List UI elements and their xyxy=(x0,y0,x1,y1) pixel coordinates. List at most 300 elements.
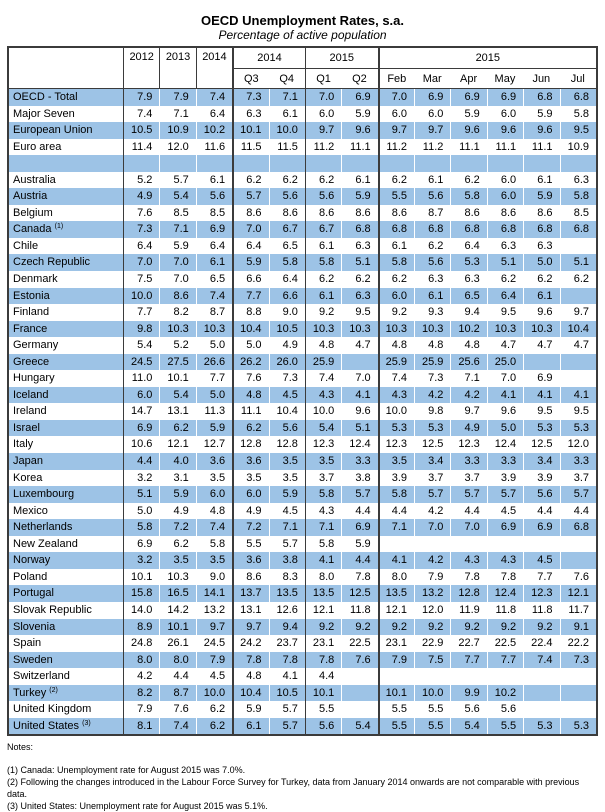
table-cell xyxy=(487,536,523,553)
table-cell: 3.2 xyxy=(123,470,159,487)
table-cell: 4.2 xyxy=(414,387,450,404)
table-cell: 6.8 xyxy=(560,89,597,106)
table-cell: 4.4 xyxy=(560,503,597,520)
row-label xyxy=(9,106,123,123)
table-row-slovak-republic xyxy=(9,602,596,619)
table-cell: 12.4 xyxy=(487,436,523,453)
table-cell: 24.5 xyxy=(123,354,159,371)
table-cell: 5.2 xyxy=(159,337,195,354)
table-row-france xyxy=(9,321,596,338)
table-cell: 3.5 xyxy=(159,552,195,569)
table-cell: 26.1 xyxy=(159,635,195,652)
table-cell: 5.6 xyxy=(414,254,450,271)
table-cell: 9.4 xyxy=(450,304,486,321)
table-cell: 3.5 xyxy=(232,470,268,487)
table-cell: 4.1 xyxy=(523,387,559,404)
table-cell: 4.4 xyxy=(450,503,486,520)
table-cell: 4.9 xyxy=(232,503,268,520)
table-cell: 7.1 xyxy=(159,106,195,123)
table-cell: 6.2 xyxy=(196,718,232,735)
unemployment-rates-table xyxy=(7,46,598,736)
table-cell: 5.1 xyxy=(341,420,377,437)
table-cell: 4.1 xyxy=(560,387,597,404)
row-label xyxy=(9,619,123,636)
table-cell xyxy=(560,155,597,172)
table-cell: 7.8 xyxy=(450,569,486,586)
table-row-united-kingdom xyxy=(9,701,596,718)
row-label xyxy=(9,221,123,238)
table-cell: 12.8 xyxy=(450,585,486,602)
table-cell: 6.8 xyxy=(560,221,597,238)
table-cell: 4.8 xyxy=(450,337,486,354)
table-cell: 6.9 xyxy=(196,221,232,238)
table-cell: 7.8 xyxy=(487,569,523,586)
table-cell: 11.3 xyxy=(196,403,232,420)
table-cell: 5.3 xyxy=(560,718,597,735)
table-cell: 3.9 xyxy=(487,470,523,487)
table-cell xyxy=(232,155,268,172)
col-header-q3: Q3 xyxy=(232,69,268,89)
table-cell: 5.7 xyxy=(269,536,305,553)
table-cell: 6.9 xyxy=(487,519,523,536)
table-cell: 23.1 xyxy=(378,635,414,652)
col-header-2013: 2013 xyxy=(159,48,195,89)
table-cell: 8.0 xyxy=(123,652,159,669)
table-cell: 9.8 xyxy=(414,403,450,420)
table-cell: 11.1 xyxy=(232,403,268,420)
table-body xyxy=(9,89,596,734)
table-cell: 5.4 xyxy=(305,420,341,437)
table-cell: 6.9 xyxy=(123,536,159,553)
row-label xyxy=(9,271,123,288)
table-cell: 5.6 xyxy=(196,188,232,205)
table-cell: 3.3 xyxy=(341,453,377,470)
row-label-text: Ireland xyxy=(13,405,47,418)
table-cell: 27.5 xyxy=(159,354,195,371)
table-cell: 22.5 xyxy=(487,635,523,652)
col-header-q4: Q4 xyxy=(269,69,305,89)
table-row-australia xyxy=(9,172,596,189)
table-cell: 5.3 xyxy=(523,420,559,437)
table-cell: 4.9 xyxy=(269,337,305,354)
table-cell: 24.2 xyxy=(232,635,268,652)
table-cell: 7.4 xyxy=(523,652,559,669)
table-cell: 3.6 xyxy=(232,453,268,470)
table-cell xyxy=(341,155,377,172)
table-cell: 7.8 xyxy=(305,652,341,669)
table-cell: 7.3 xyxy=(414,370,450,387)
table-cell: 7.8 xyxy=(232,652,268,669)
table-cell: 5.8 xyxy=(305,536,341,553)
table-cell: 25.9 xyxy=(414,354,450,371)
notes-heading: Notes: xyxy=(7,742,34,753)
row-label xyxy=(9,420,123,437)
table-row-ireland xyxy=(9,403,596,420)
table-cell: 9.2 xyxy=(450,619,486,636)
table-cell: 6.4 xyxy=(123,238,159,255)
table-cell: 5.3 xyxy=(450,254,486,271)
table-cell: 5.2 xyxy=(123,172,159,189)
group-header-2015-quarters: 2015 xyxy=(305,48,378,69)
row-label-text: Italy xyxy=(13,438,34,451)
row-label-text: Switzerland xyxy=(13,670,70,683)
table-cell xyxy=(196,155,232,172)
table-cell: 25.0 xyxy=(487,354,523,371)
table-cell: 6.1 xyxy=(269,106,305,123)
table-cell: 4.9 xyxy=(123,188,159,205)
table-cell: 4.2 xyxy=(414,552,450,569)
notes-section xyxy=(7,741,598,812)
row-label xyxy=(9,585,123,602)
table-cell: 6.1 xyxy=(305,288,341,305)
table-cell: 11.4 xyxy=(123,139,159,156)
table-cell: 9.2 xyxy=(487,619,523,636)
row-label xyxy=(9,304,123,321)
table-cell xyxy=(341,668,377,685)
table-cell: 8.0 xyxy=(159,652,195,669)
table-cell: 6.2 xyxy=(196,701,232,718)
table-cell xyxy=(123,155,159,172)
row-label-text: Slovak Republic xyxy=(13,603,92,616)
table-cell: 24.5 xyxy=(196,635,232,652)
table-cell: 6.8 xyxy=(414,221,450,238)
table-cell: 5.4 xyxy=(450,718,486,735)
table-cell: 11.2 xyxy=(414,139,450,156)
table-cell: 14.1 xyxy=(196,585,232,602)
table-cell: 12.3 xyxy=(378,436,414,453)
table-cell: 10.9 xyxy=(159,122,195,139)
table-cell: 4.8 xyxy=(196,503,232,520)
table-cell: 9.5 xyxy=(523,403,559,420)
table-cell: 10.3 xyxy=(159,321,195,338)
table-cell: 4.4 xyxy=(305,668,341,685)
table-cell: 6.3 xyxy=(523,238,559,255)
table-cell: 6.3 xyxy=(232,106,268,123)
table-cell: 3.4 xyxy=(523,453,559,470)
footnote-marker: (3) xyxy=(82,719,91,727)
table-cell: 12.1 xyxy=(305,602,341,619)
table-cell: 6.3 xyxy=(450,271,486,288)
table-cell xyxy=(159,155,195,172)
table-cell: 10.3 xyxy=(305,321,341,338)
table-cell xyxy=(341,701,377,718)
table-cell: 9.2 xyxy=(341,619,377,636)
table-cell: 5.7 xyxy=(159,172,195,189)
table-cell: 8.9 xyxy=(123,619,159,636)
row-label xyxy=(9,89,123,106)
table-cell: 11.5 xyxy=(232,139,268,156)
table-row-hungary xyxy=(9,370,596,387)
table-cell: 12.4 xyxy=(341,436,377,453)
table-cell: 11.0 xyxy=(123,370,159,387)
row-label xyxy=(9,436,123,453)
table-cell: 7.4 xyxy=(159,718,195,735)
table-cell: 6.8 xyxy=(560,519,597,536)
table-cell: 10.1 xyxy=(123,569,159,586)
table-cell: 13.1 xyxy=(232,602,268,619)
table-cell: 6.1 xyxy=(196,172,232,189)
table-cell: 14.0 xyxy=(123,602,159,619)
table-cell: 6.5 xyxy=(269,238,305,255)
table-cell: 12.3 xyxy=(305,436,341,453)
table-cell: 10.2 xyxy=(450,321,486,338)
table-cell: 5.1 xyxy=(487,254,523,271)
col-header-2012: 2012 xyxy=(123,48,159,89)
table-cell: 7.3 xyxy=(123,221,159,238)
table-cell: 10.2 xyxy=(196,122,232,139)
table-cell: 7.9 xyxy=(159,89,195,106)
row-label-text: United Kingdom xyxy=(13,703,92,716)
table-cell: 8.6 xyxy=(159,288,195,305)
table-cell: 5.9 xyxy=(523,188,559,205)
table-cell: 7.0 xyxy=(450,519,486,536)
table-cell: 4.4 xyxy=(159,668,195,685)
table-cell xyxy=(269,155,305,172)
table-cell xyxy=(523,685,559,702)
table-cell: 5.1 xyxy=(560,254,597,271)
table-cell: 6.2 xyxy=(450,172,486,189)
table-row-luxembourg xyxy=(9,486,596,503)
table-cell: 13.5 xyxy=(269,585,305,602)
table-cell: 9.3 xyxy=(414,304,450,321)
table-cell: 9.2 xyxy=(523,619,559,636)
table-cell: 7.9 xyxy=(378,652,414,669)
table-cell: 5.6 xyxy=(269,188,305,205)
table-cell: 6.8 xyxy=(523,89,559,106)
col-header-feb: Feb xyxy=(378,69,414,89)
table-cell: 5.3 xyxy=(523,718,559,735)
table-cell: 4.4 xyxy=(523,503,559,520)
table-cell: 7.9 xyxy=(123,701,159,718)
table-cell: 7.1 xyxy=(378,519,414,536)
table-cell: 10.4 xyxy=(232,321,268,338)
table-cell: 11.8 xyxy=(341,602,377,619)
table-cell: 6.8 xyxy=(378,221,414,238)
table-cell: 10.0 xyxy=(414,685,450,702)
table-row-turkey xyxy=(9,685,596,702)
spacer-row xyxy=(9,155,596,172)
table-cell: 6.4 xyxy=(232,238,268,255)
table-row-italy xyxy=(9,436,596,453)
table-cell: 25.9 xyxy=(305,354,341,371)
table-row-korea xyxy=(9,470,596,487)
table-cell: 7.4 xyxy=(305,370,341,387)
table-cell: 5.4 xyxy=(159,188,195,205)
table-cell: 4.3 xyxy=(305,387,341,404)
table-cell: 5.9 xyxy=(232,701,268,718)
table-cell: 5.5 xyxy=(414,718,450,735)
table-cell: 8.5 xyxy=(159,205,195,222)
table-cell: 8.5 xyxy=(560,205,597,222)
table-cell: 12.0 xyxy=(414,602,450,619)
table-cell: 7.3 xyxy=(269,370,305,387)
table-cell: 9.7 xyxy=(560,304,597,321)
row-label xyxy=(9,685,123,702)
table-cell: 6.9 xyxy=(123,420,159,437)
table-cell: 7.1 xyxy=(269,519,305,536)
table-cell: 13.1 xyxy=(159,403,195,420)
table-cell: 9.7 xyxy=(450,403,486,420)
table-cell: 10.0 xyxy=(269,122,305,139)
row-label xyxy=(9,254,123,271)
table-cell: 5.1 xyxy=(123,486,159,503)
table-cell: 4.8 xyxy=(305,337,341,354)
col-header-mar: Mar xyxy=(414,69,450,89)
table-cell: 7.7 xyxy=(523,569,559,586)
table-cell: 6.0 xyxy=(378,288,414,305)
table-cell: 6.0 xyxy=(487,106,523,123)
table-cell: 4.1 xyxy=(305,552,341,569)
row-label-text: France xyxy=(13,322,48,335)
table-cell: 5.5 xyxy=(414,701,450,718)
table-cell: 11.1 xyxy=(487,139,523,156)
row-label xyxy=(9,635,123,652)
table-row-mexico xyxy=(9,503,596,520)
table-row-czech-republic xyxy=(9,254,596,271)
table-cell xyxy=(450,536,486,553)
table-cell: 3.3 xyxy=(560,453,597,470)
table-cell xyxy=(560,685,597,702)
row-label-text: Belgium xyxy=(13,206,53,219)
table-cell: 8.0 xyxy=(378,569,414,586)
table-cell: 5.6 xyxy=(414,188,450,205)
table-cell: 7.1 xyxy=(159,221,195,238)
table-cell: 6.0 xyxy=(232,486,268,503)
table-cell: 5.7 xyxy=(232,188,268,205)
table-cell: 6.2 xyxy=(269,172,305,189)
table-cell: 8.1 xyxy=(123,718,159,735)
table-row-iceland xyxy=(9,387,596,404)
table-cell: 9.7 xyxy=(305,122,341,139)
col-header-may: May xyxy=(487,69,523,89)
table-cell: 8.7 xyxy=(196,304,232,321)
table-cell: 6.1 xyxy=(414,288,450,305)
table-cell xyxy=(487,155,523,172)
table-row-finland xyxy=(9,304,596,321)
table-cell: 5.0 xyxy=(123,503,159,520)
table-cell: 6.1 xyxy=(414,172,450,189)
table-cell: 7.6 xyxy=(560,569,597,586)
row-label-text: Germany xyxy=(13,339,59,352)
table-cell: 7.8 xyxy=(269,652,305,669)
table-cell: 5.5 xyxy=(378,188,414,205)
table-cell: 9.7 xyxy=(414,122,450,139)
table-cell: 3.8 xyxy=(269,552,305,569)
table-cell: 6.3 xyxy=(414,271,450,288)
table-cell: 8.6 xyxy=(523,205,559,222)
table-cell: 4.9 xyxy=(450,420,486,437)
table-cell: 8.6 xyxy=(450,205,486,222)
table-cell: 10.5 xyxy=(269,685,305,702)
row-label xyxy=(9,387,123,404)
table-cell xyxy=(523,155,559,172)
table-cell: 9.6 xyxy=(341,122,377,139)
table-cell: 6.8 xyxy=(450,221,486,238)
table-cell: 10.5 xyxy=(123,122,159,139)
row-label xyxy=(9,238,123,255)
col-header-jun: Jun xyxy=(523,69,559,89)
table-cell: 11.2 xyxy=(305,139,341,156)
table-row-oecd-total xyxy=(9,89,596,106)
table-cell: 7.2 xyxy=(232,519,268,536)
table-cell: 4.5 xyxy=(269,387,305,404)
table-cell: 10.1 xyxy=(232,122,268,139)
table-cell: 4.3 xyxy=(378,387,414,404)
row-label-text: Chile xyxy=(13,239,39,252)
table-cell: 7.7 xyxy=(123,304,159,321)
table-cell: 5.5 xyxy=(305,701,341,718)
table-cell: 7.3 xyxy=(232,89,268,106)
table-cell: 4.7 xyxy=(341,337,377,354)
table-cell: 5.1 xyxy=(341,254,377,271)
table-row-norway xyxy=(9,552,596,569)
table-cell: 7.1 xyxy=(305,519,341,536)
table-cell: 10.0 xyxy=(305,403,341,420)
table-cell: 10.4 xyxy=(269,403,305,420)
footnote-marker: (2) xyxy=(49,686,58,694)
table-cell: 8.0 xyxy=(305,569,341,586)
table-cell: 7.6 xyxy=(159,701,195,718)
table-cell: 5.0 xyxy=(196,337,232,354)
group-header-2015-months: 2015 xyxy=(378,48,596,69)
table-cell: 9.2 xyxy=(305,304,341,321)
table-cell: 9.0 xyxy=(269,304,305,321)
table-cell: 5.7 xyxy=(269,718,305,735)
table-row-sweden xyxy=(9,652,596,669)
table-cell: 5.5 xyxy=(487,718,523,735)
row-label-text: Estonia xyxy=(13,289,50,302)
table-row-spain xyxy=(9,635,596,652)
table-cell: 10.5 xyxy=(269,321,305,338)
col-header-q1: Q1 xyxy=(305,69,341,89)
table-row-poland xyxy=(9,569,596,586)
table-cell: 10.3 xyxy=(341,321,377,338)
table-cell xyxy=(487,668,523,685)
table-cell: 9.2 xyxy=(414,619,450,636)
table-cell: 6.8 xyxy=(487,221,523,238)
corner-cell xyxy=(9,48,123,89)
table-cell: 9.2 xyxy=(378,304,414,321)
table-cell: 7.4 xyxy=(196,288,232,305)
row-label xyxy=(9,569,123,586)
table-cell: 4.4 xyxy=(378,503,414,520)
table-cell: 8.2 xyxy=(123,685,159,702)
table-cell: 11.8 xyxy=(487,602,523,619)
row-label-text: Norway xyxy=(13,554,51,567)
table-cell: 10.1 xyxy=(159,370,195,387)
table-cell: 8.7 xyxy=(159,685,195,702)
table-cell: 10.1 xyxy=(378,685,414,702)
table-cell: 11.1 xyxy=(523,139,559,156)
table-cell: 9.7 xyxy=(378,122,414,139)
table-cell: 6.2 xyxy=(232,420,268,437)
table-cell: 3.5 xyxy=(305,453,341,470)
row-label-text: Canada xyxy=(13,223,52,236)
table-cell: 7.5 xyxy=(414,652,450,669)
table-cell: 26.0 xyxy=(269,354,305,371)
table-cell: 6.1 xyxy=(341,172,377,189)
table-cell: 6.9 xyxy=(450,89,486,106)
table-cell: 25.9 xyxy=(378,354,414,371)
table-cell: 4.1 xyxy=(487,387,523,404)
table-cell: 6.2 xyxy=(305,172,341,189)
table-cell: 5.3 xyxy=(560,420,597,437)
table-cell: 4.2 xyxy=(450,387,486,404)
table-cell: 6.4 xyxy=(196,238,232,255)
table-cell: 9.6 xyxy=(487,403,523,420)
table-cell xyxy=(414,668,450,685)
table-cell: 4.4 xyxy=(123,453,159,470)
